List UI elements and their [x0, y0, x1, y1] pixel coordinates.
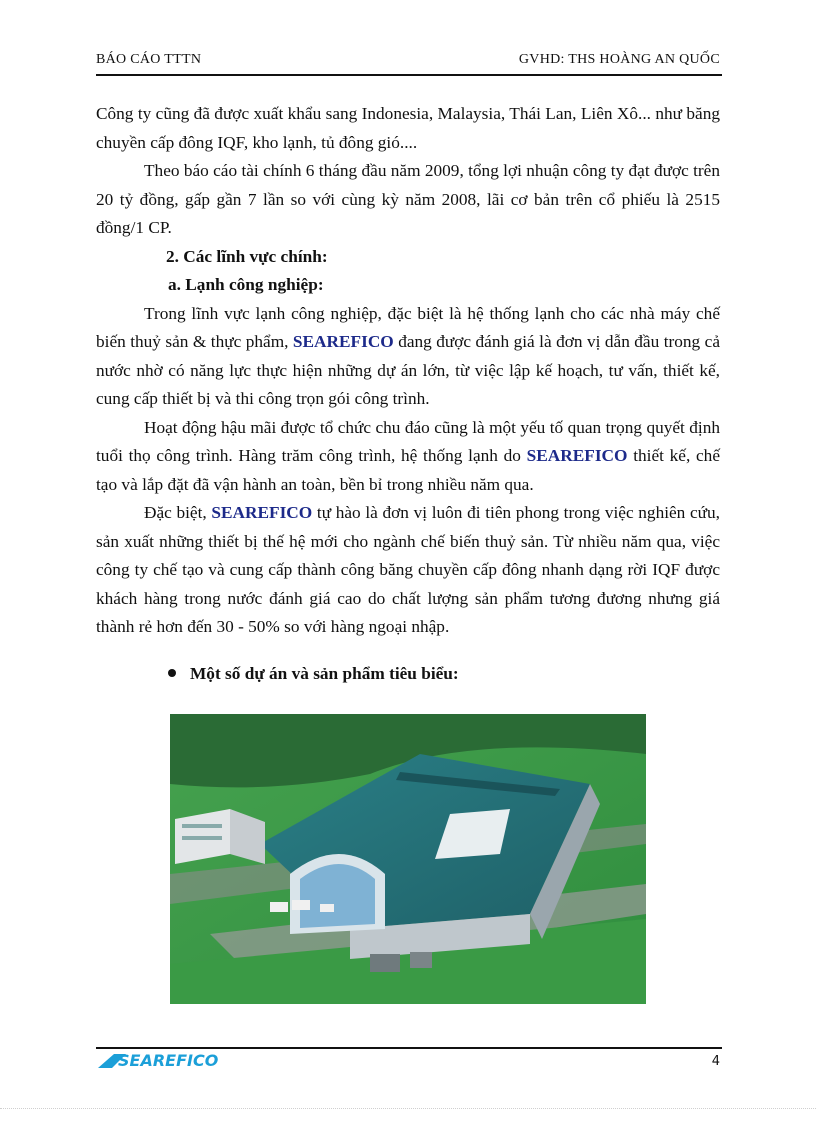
- header-advisor: GVHD: THS HOÀNG AN QUỐC: [518, 52, 720, 67]
- bullet-icon: [168, 669, 176, 677]
- paragraph-pioneer: [96, 499, 720, 642]
- brand-name: SEAREFICO: [211, 503, 313, 522]
- page-bottom-border: [0, 1108, 816, 1109]
- factory-illustration: [170, 714, 646, 1004]
- factory-photo: [170, 714, 646, 1004]
- text-segment: Hoạt động hậu mãi được tổ chức chu đáo cũng là một yếu tố quan trọng quyết định tuổi thọ công trình. Hàng trăm công trình, hệ thống lạnh do: [96, 417, 720, 465]
- paragraph-export: Công ty cũng đã được xuất khẩu sang Indonesia, Malaysia, Thái Lan, Liên Xô... như băng chuyền cấp đông IQF, kho lạnh, tủ đông gió....: [96, 104, 720, 152]
- searefico-logo: [96, 1050, 226, 1070]
- text-segment: tự hào là đơn vị luôn đi tiên phong trong việc nghiên cứu, sản xuất những thiết bị thế hệ mới cho ngành chế biến thuỷ sản. Từ nhiều năm qua, việc công ty chế tạo và cung cấp thành công băng chuyền cấp đông nhanh dạng rời IQF được khách hàng trong nước đánh giá cao do chất lượng sản phẩm tương đương nhưng giá thành rẻ hơn đến 30 - 50% so với hàng ngoại nhập.: [96, 503, 720, 636]
- document-body: [96, 100, 720, 642]
- text-segment: Trong lĩnh vực lạnh công nghiệp, đặc biệt là hệ thống lạnh cho các nhà máy chế biến thuỷ sản & thực phẩm,: [96, 303, 720, 351]
- brand-name: SEAREFICO: [292, 332, 394, 351]
- brand-name: SEAREFICO: [526, 446, 628, 465]
- header-report-title: BÁO CÁO TTTN: [96, 52, 202, 67]
- footer-divider: [96, 1047, 722, 1049]
- paragraph-after-sales: [96, 414, 720, 500]
- header-divider: [96, 74, 722, 76]
- bullet-item: [168, 664, 459, 684]
- subsection-heading: a. Lạnh công nghiệp:: [168, 275, 324, 294]
- paragraph-finance: Theo báo cáo tài chính 6 tháng đầu năm 2009, tổng lợi nhuận công ty đạt được trên 20 tỷ đồng, gấp gần 7 lần so với cùng kỳ năm 2008, lãi cơ bản trên cổ phiếu là 2515 đồng/1 CP.: [96, 161, 720, 237]
- text-segment: thiết kế, chế tạo và lắp đặt đã vận hành an toàn, bền bỉ trong nhiều năm qua.: [96, 446, 720, 494]
- bullet-text: Một số dự án và sản phẩm tiêu biểu:: [190, 664, 459, 683]
- page-number: 4: [711, 1054, 720, 1069]
- logo-text: SEAREFICO: [118, 1051, 219, 1070]
- section-heading: 2. Các lĩnh vực chính:: [166, 246, 328, 266]
- text-segment: đang được đánh giá là đơn vị dẫn đầu trong cả nước nhờ có năng lực thực hiện những dự án lớn, từ việc lập kế hoạch, tư vấn, thiết kế, cung cấp thiết bị và thi công trọn gói công trình.: [96, 332, 720, 408]
- text-segment: Đặc biệt,: [144, 503, 212, 522]
- paragraph-industrial-cooling: [96, 300, 720, 414]
